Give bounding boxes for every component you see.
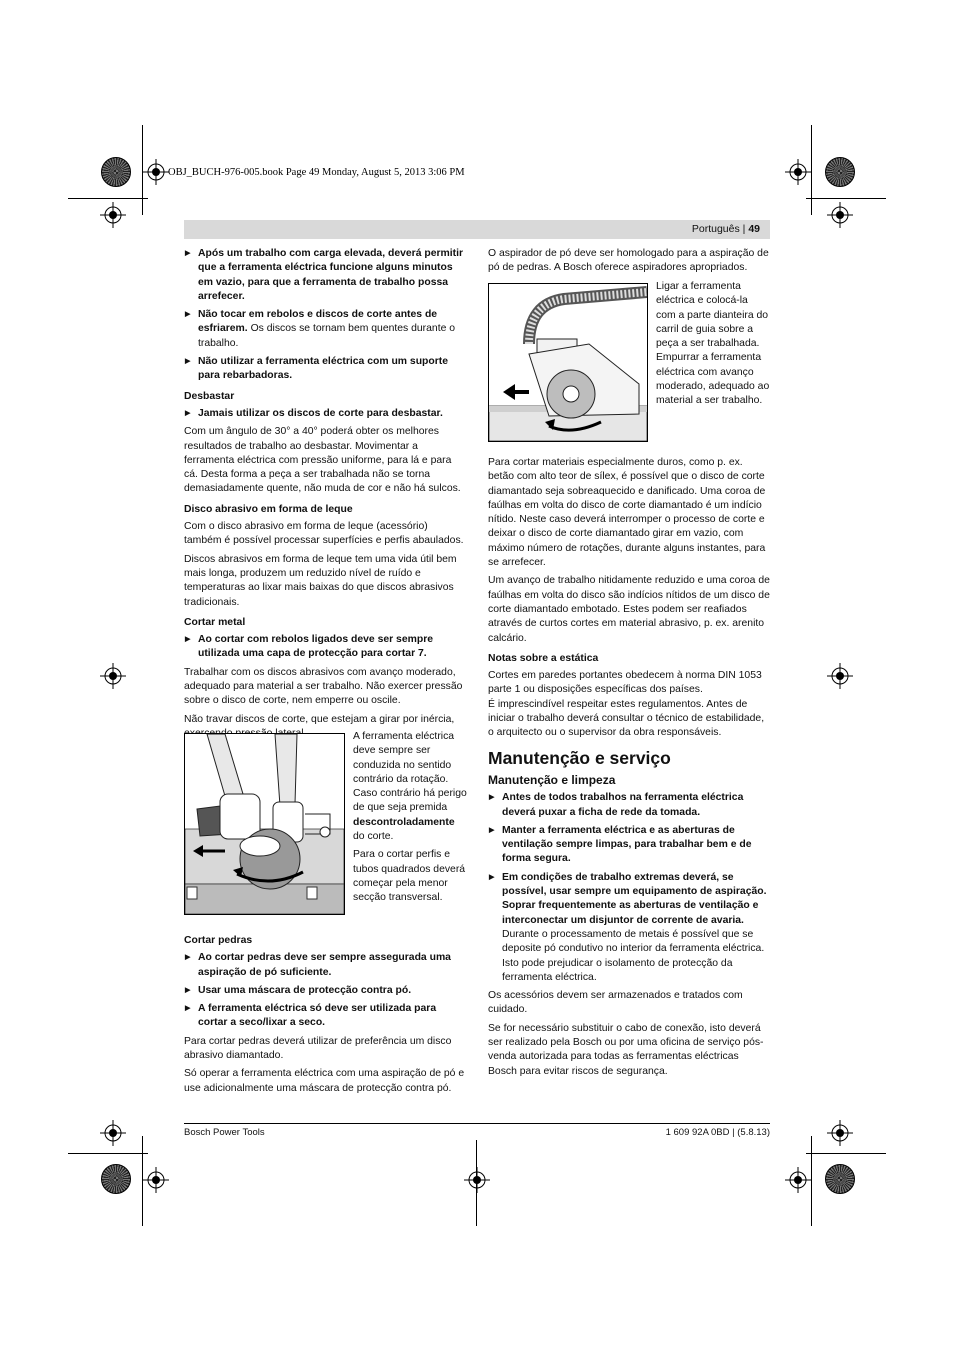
cutting-metal-illustration [185,734,344,914]
heading-cortar-metal: Cortar metal [184,616,246,628]
paragraph: Cortes em paredes portantes obedecem à norma DIN 1053 parte 1 ou disposições específicas dos países. [488,670,762,696]
paragraph: Para cortar pedras deverá utilizar de preferência um disco abrasivo diamantado. [184,1035,452,1062]
warning-item: ▶ Jamais utilizar os discos de corte para desbastar. [184,407,466,421]
registration-mark-icon [827,202,853,228]
warning-item: ▶ A ferramenta eléctrica só deve ser utilizada para cortar a seco/lixar a seco. [184,1002,466,1031]
figure-cutting-metal [184,733,345,915]
file-info: OBJ_BUCH-976-005.book Page 49 Monday, August 5, 2013 3:06 PM [168,167,465,178]
footer-right: 1 609 92A 0BD | (5.8.13) [665,1127,770,1138]
registration-mark-icon [143,159,169,185]
registration-mark-icon [785,159,811,185]
page-header [184,220,770,239]
paragraph: Não travar discos de corte, que estejam a girar por inércia, [184,713,455,725]
registration-mark-icon [464,1167,490,1193]
warning-item: ▶ Antes de todos trabalhos na ferramenta eléctrica deverá puxar a ficha de rede da tomada. [488,791,770,820]
registration-mark-icon [785,1167,811,1193]
registration-mark-icon [100,663,126,689]
page-number: 49 [748,223,760,235]
heading-leque: Disco abrasivo em forma de leque [184,503,353,515]
color-disc-icon [825,157,855,187]
registration-mark-icon [827,1120,853,1146]
warning-item: ▶ Ao cortar com rebolos ligados deve ser sempre utilizada uma capa de protecção para cortar 7. [184,633,466,662]
right-column-top [488,247,770,280]
warning-item: ▶ Manter a ferramenta eléctrica e as aberturas de ventilação sempre limpas, para trabalhar bem e de forma segura. [488,824,770,867]
warning-item: ▶ Usar uma máscara de protecção contra pó. [184,984,466,998]
caption-perfis: Para o cortar perfis e tubos quadrados deverá começar pela menor secção transversal. [353,849,466,904]
footer-left: Bosch Power Tools [184,1127,265,1138]
right-column [488,456,770,1083]
heading-cortar-pedras: Cortar pedras [184,935,253,946]
warning-item: ▶ Em condições de trabalho extremas deverá, se possível, usar sempre um equipamento de aspiração. Soprar frequentemente as aberturas de ventilação e interconectar um disjuntor de corrente de avaria. Durante o processamento de metais é possível que se deposite pó condutivo no interior da ferramenta eléctrica. Isto pode prejudicar o isolamento de protecção da ferramenta eléctrica. [488,871,770,985]
registration-mark-icon [827,663,853,689]
figure-cutting-stone [488,283,648,442]
paragraph: É imprescindível respeitar estes regulamentos. Antes de iniciar o trabalho deverá consultar o técnico de estabilidade, o arquitecto ou o supervisor da obra responsáveis. [488,698,765,739]
color-disc-icon [101,1164,131,1194]
paragraph: Com um ângulo de 30° a 40° poderá obter os melhores resultados de trabalho ao desbastar. Movimentar a ferramenta eléctrica com pressão uniforme, para lá e para cá. Desta forma a peça a ser trabalhada não se torna demasiadamente quente, não muda de cor e não há sulcos. [184,426,461,495]
footer-rule [184,1123,770,1124]
paragraph: O aspirador de pó deve ser homologado para a aspiração de pó de pedras. A Bosch oferece aspiradores apropriados. [488,248,769,274]
paragraph: Discos abrasivos em forma de leque tem uma vida útil bem mais longa, produzem um reduzido nível de ruído e temperaturas ao lixar mais baixas do que discos abrasivos tradicionais. [184,553,457,608]
color-disc-icon [101,157,131,187]
warning-item: ▶ Ao cortar pedras deve ser sempre assegurada uma aspiração de pó suficiente. [184,951,466,980]
paragraph: Com o disco abrasivo em forma de leque (acessório) também é possível processar superfícies e perfis abaulados. [184,521,464,547]
paragraph: Trabalhar com os discos abrasivos com avanço moderado, adequado para material a ser trabalho. Não exercer pressão sobre o disco de corte, nem emperre ou oscile. [184,666,463,707]
heading-estatica: Notas sobre a estática [488,652,599,664]
paragraph: Os acessórios devem ser armazenados e tratados com cuidado. [488,990,743,1016]
cutting-stone-illustration [489,284,647,441]
registration-mark-icon [100,1120,126,1146]
registration-mark-icon [143,1167,169,1193]
left-column [184,247,466,745]
header-language: Português [691,223,740,235]
heading-desbastar: Desbastar [184,390,235,402]
header-text: Português | 49 [691,223,760,235]
warning-item: ▶ Não tocar em rebolos e discos de corte antes de esfriarem. Os discos se tornam bem quentes durante o trabalho. [184,308,466,351]
figure-caption-stone: Ligar a ferramenta eléctrica e colocá-la com a parte dianteira do carril de guia sobre a peça a ser trabalhada. Empurrar a ferramenta eléctrica com avanço moderado, adequado ao material a ser trabalho. [656,281,770,407]
paragraph: Para cortar materiais especialmente duros, como p. ex. betão com alto teor de sílex, é possível que o disco de corte diamantado seja sobreaquecido e danificado. Uma coroa de faúlhas em volta do disco de corte diamantado é um indício nítido. Neste caso deverá interromper o processo de corte e deixar o disco de corte diamantado girar em vazio, com máximo número de rotações, durante alguns instantes, para se arrefecer. [488,457,766,569]
figure-caption-metal: A ferramenta eléctrica deve sempre ser conduzida no sentido contrário da rotação. Caso contrário há perigo de que seja premida descontroladamente do corte. Para o cortar perfis e tubos quadrados deverá começar pela menor secção transversal. [353,730,468,906]
paragraph: Um avanço de trabalho nitidamente reduzido e uma coroa de faúlhas em volta do disco são indícios nítidos de um disco de corte diamantado embotado. Estes podem ser reafiados através de curtos cortes em material abrasivo, p. ex. arenito calcário. [488,575,770,644]
subsection-title: Manutenção e limpeza [488,772,616,787]
warning-item: ▶ Não utilizar a ferramenta eléctrica com um suporte para rebarbadoras. [184,355,466,384]
paragraph: Se for necessário substituir o cabo de conexão, isto deverá ser realizado pela Bosch ou por uma oficina de serviço pós-venda autorizada para todas as ferramentas eléctricas Bosch para evitar riscos de segurança. [488,1022,764,1077]
color-disc-icon [825,1164,855,1194]
warning-item: ▶ Após um trabalho com carga elevada, deverá permitir que a ferramenta eléctrica funcione alguns minutos em vazio, para que a ferramenta de trabalho possa arrefecer. [184,247,466,304]
registration-mark-icon [100,202,126,228]
paragraph: Só operar a ferramenta eléctrica com uma aspiração de pó e use adicionalmente uma máscara de protecção contra pó. [184,1068,465,1094]
section-title: Manutenção e serviço [488,747,671,768]
left-column-bottom [184,928,466,1100]
